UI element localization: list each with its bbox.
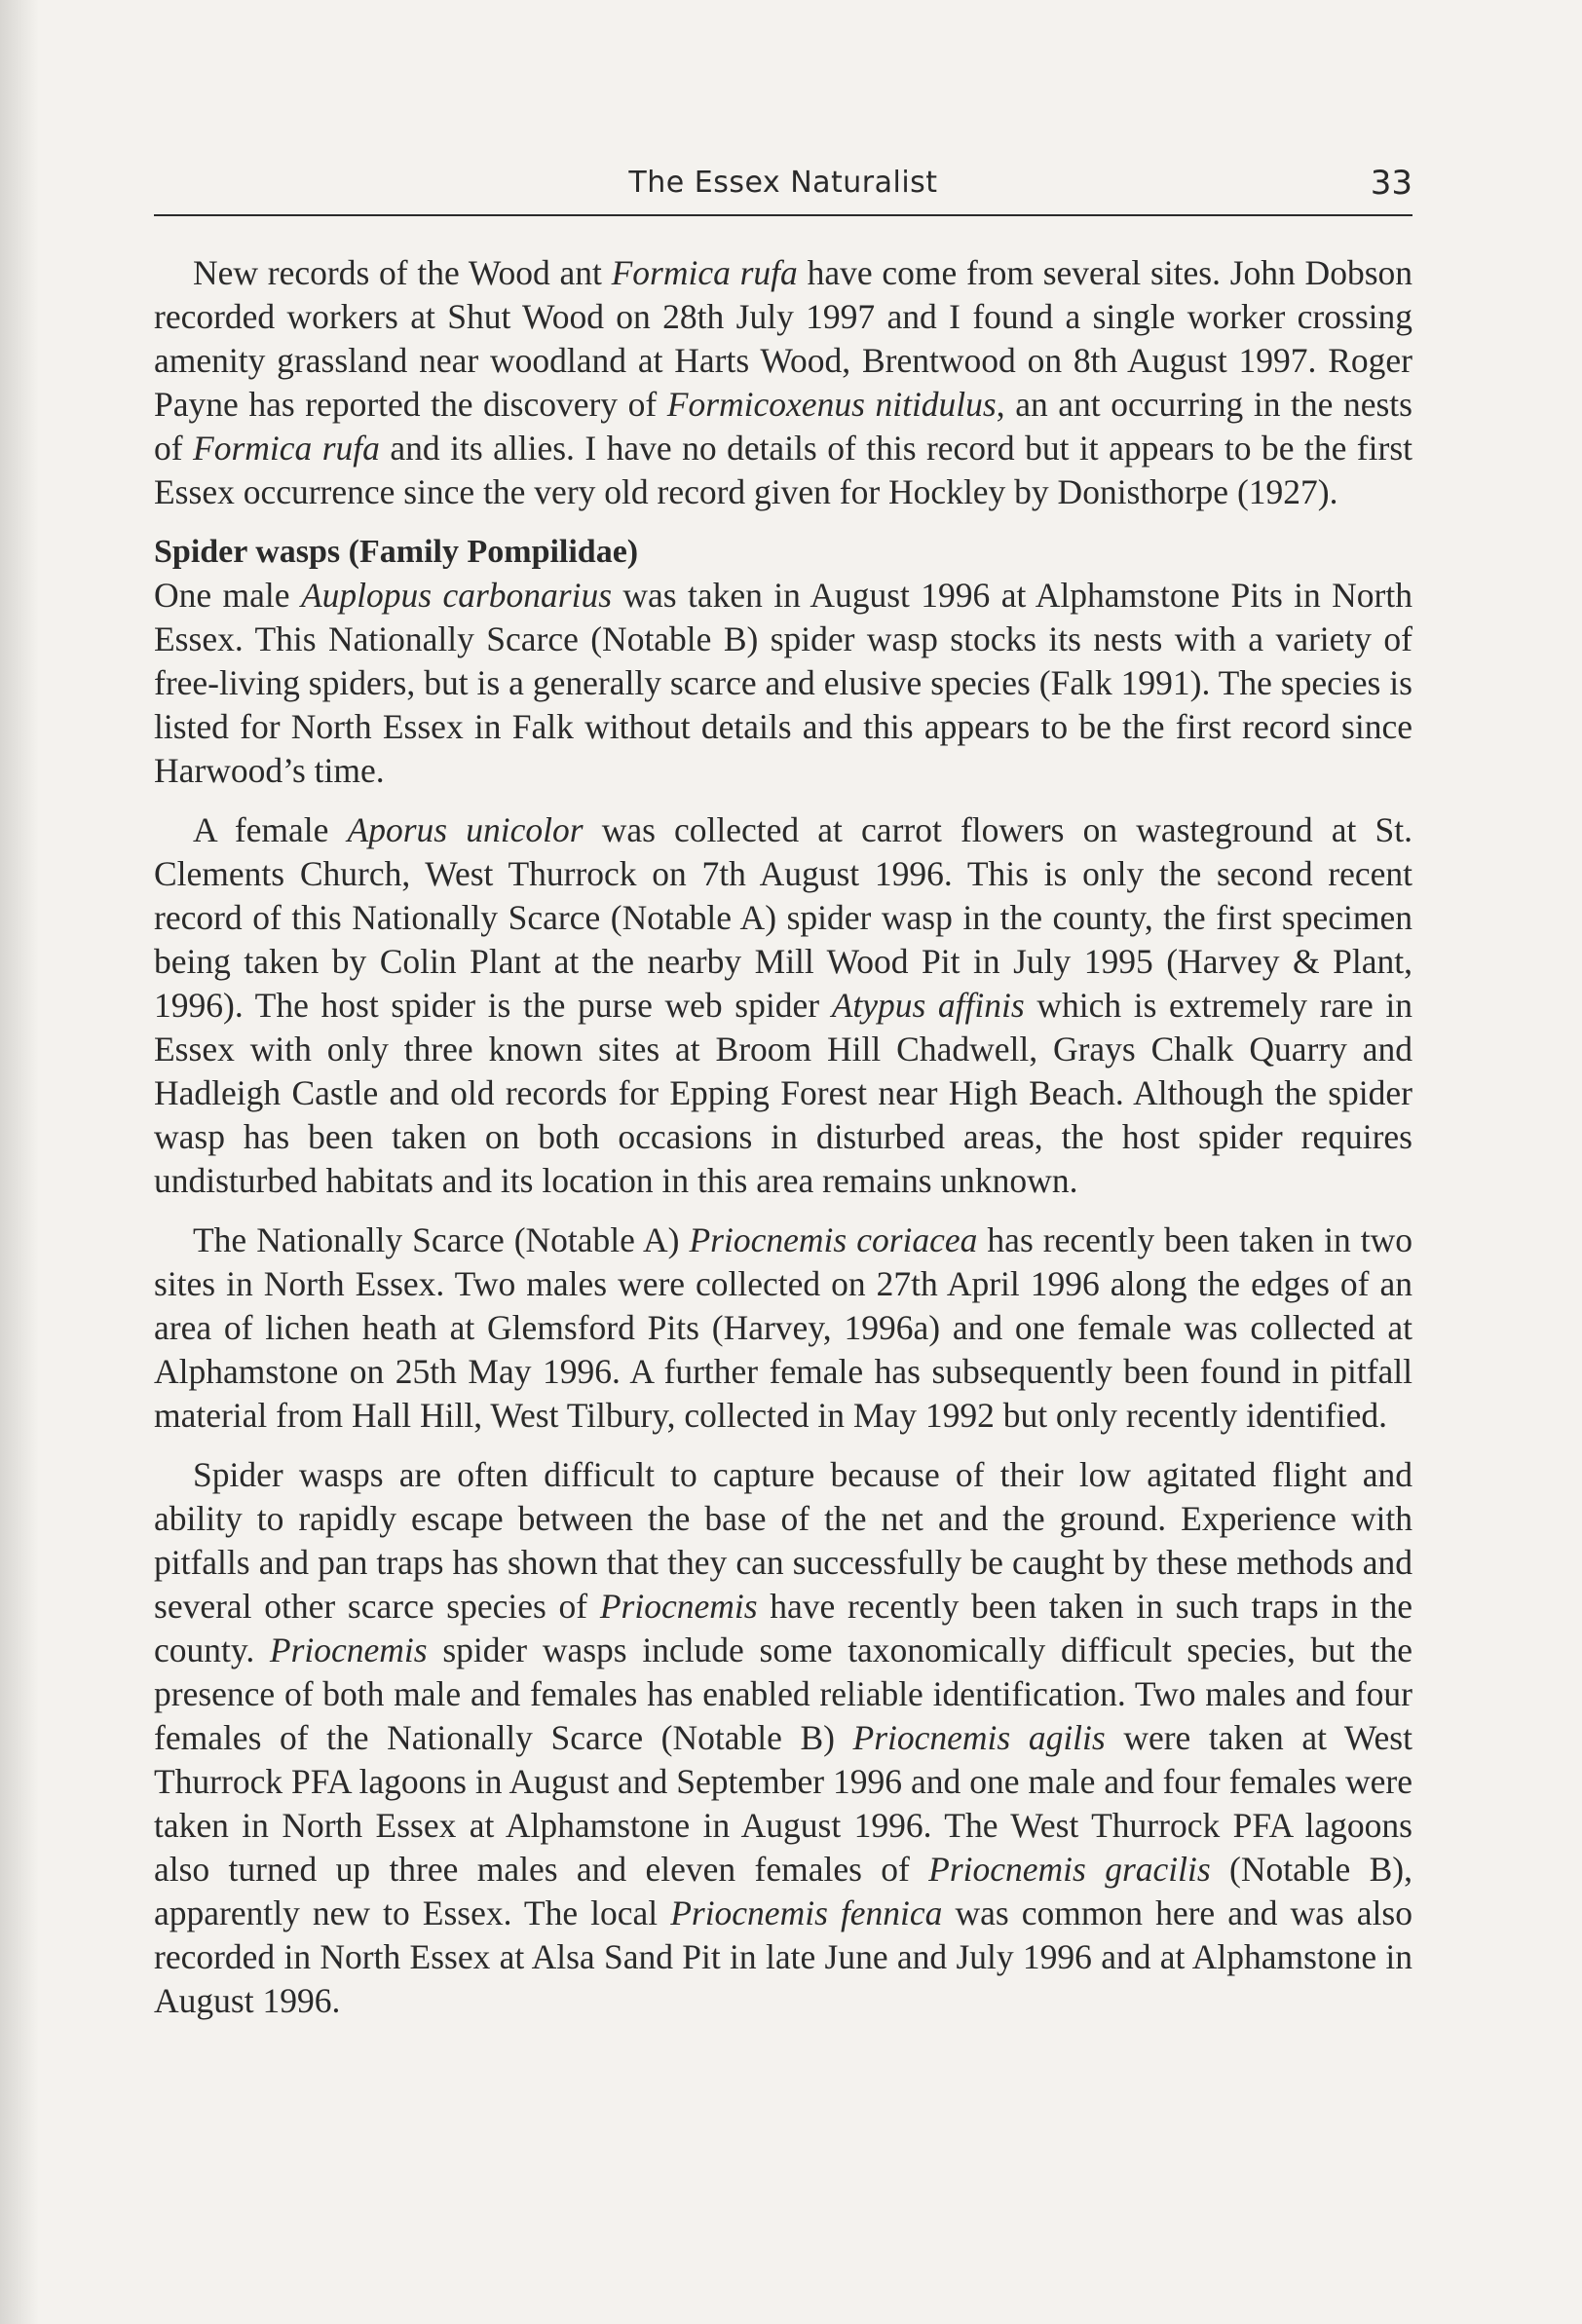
species-name: Formicoxenus nitidulus (666, 385, 997, 424)
species-name: Atypus affinis (831, 986, 1025, 1025)
paragraph-aporus (154, 808, 1412, 1203)
text-run: were taken at West Thurrock PFA lagoons in August and September 1996 and one male and four females were taken in North Essex at Alphamstone in August 1996. The West Thurrock PFA lagoons also turned up three males and eleven females of (154, 1718, 1412, 1889)
species-name: Priocnemis (269, 1631, 428, 1669)
text-run: , an ant occurring in the nests of (154, 385, 1412, 468)
journal-title: The Essex Naturalist (628, 166, 938, 200)
species-name: Priocnemis fennica (670, 1893, 943, 1932)
text-run: was common here and was also recorded in North Essex at Alsa Sand Pit in late June and July 1996 and at Alphamstone in August 1996. (154, 1893, 1412, 2020)
paragraph-wood-ant (154, 251, 1412, 514)
text-run: A female (193, 810, 348, 849)
running-header (154, 162, 1412, 216)
text-run: Spider wasps are often difficult to capture because of their low agitated flight and ability to rapidly escape between the base of the net and the ground. Experience with pitfalls and pan traps has shown that they can successfully be caught by these methods and several other scarce species of (154, 1455, 1412, 1626)
species-name: Priocnemis (599, 1587, 758, 1626)
paragraph-priocnemis-coriacea (154, 1218, 1412, 1438)
species-name: Priocnemis coriacea (689, 1220, 978, 1259)
text-run: which is extremely rare in Essex with only three known sites at Broom Hill Chadwell, Grays Chalk Quarry and Hadleigh Castle and old records for Epping Forest near High Beach. Although the spider wasp has been taken on both occasions in disturbed areas, the host spider requires undisturbed habitats and its location in this area remains unknown. (154, 986, 1412, 1200)
text-run: was taken in August 1996 at Alphamstone Pits in North Essex. This Nationally Scarce (Notable B) spider wasp stocks its nests with a variety of free-living spiders, but is a generally scarce and elusive species (Falk 1991). The species is listed for North Essex in Falk without details and this appears to be the first record since Harwood’s time. (154, 576, 1412, 790)
paragraph-auplopus (154, 574, 1412, 793)
paragraph-spider-wasp-capture (154, 1453, 1412, 2023)
species-name: Auplopus carbonarius (300, 576, 613, 615)
page-edge-shadow (0, 0, 39, 2324)
text-run: The Nationally Scarce (Notable A) (193, 1220, 690, 1259)
species-name: Priocnemis agilis (852, 1718, 1106, 1757)
text-run: One male (154, 576, 301, 615)
text-run: and its allies. I have no details of this record but it appears to be the first Essex occurrence since the very old record given for Hockley by Donisthorpe (1927). (154, 429, 1412, 511)
article-body (154, 251, 1412, 2039)
species-name: Priocnemis gracilis (928, 1850, 1211, 1889)
species-name: Formica rufa (611, 253, 798, 292)
text-run: has recently been taken in two sites in North Essex. Two males were collected on 27th April 1996 along the edges of an area of lichen heath at Glemsford Pits (Harvey, 1996a) and one female was collected at Alphamstone on 25th May 1996. A further female has subsequently been found in pitfall material from Hall Hill, West Tilbury, collected in May 1992 but only recently identified. (154, 1220, 1412, 1435)
text-run: New records of the Wood ant (193, 253, 612, 292)
page-number: 33 (1370, 164, 1412, 203)
text-run: spider wasps include some taxonomically difficult species, but the presence of both male and females has enabled reliable identification. Two males and four females of the Nationally Scarce (Notable B) (154, 1631, 1412, 1757)
text-run: have recently been taken in such traps in the county. (154, 1587, 1412, 1669)
species-name: Formica rufa (193, 429, 380, 468)
text-run: have come from several sites. John Dobson recorded workers at Shut Wood on 28th July 1997 and I found a single worker crossing amenity grassland near woodland at Harts Wood, Brentwood on 8th August 1997. Roger Payne has reported the discovery of (154, 253, 1413, 424)
text-run: (Notable B), apparently new to Essex. The local (154, 1850, 1412, 1932)
species-name: Aporus unicolor (347, 810, 584, 849)
section-heading: Spider wasps (Family Pompilidae) (154, 534, 639, 570)
text-run: was collected at carrot flowers on wasteground at St. Clements Church, West Thurrock on 7th August 1996. This is only the second recent record of this Nationally Scarce (Notable A) spider wasp in the county, the first specimen being taken by Colin Plant at the nearby Mill Wood Pit in July 1995 (Harvey & Plant, 1996). The host spider is the purse web spider (154, 810, 1412, 1025)
